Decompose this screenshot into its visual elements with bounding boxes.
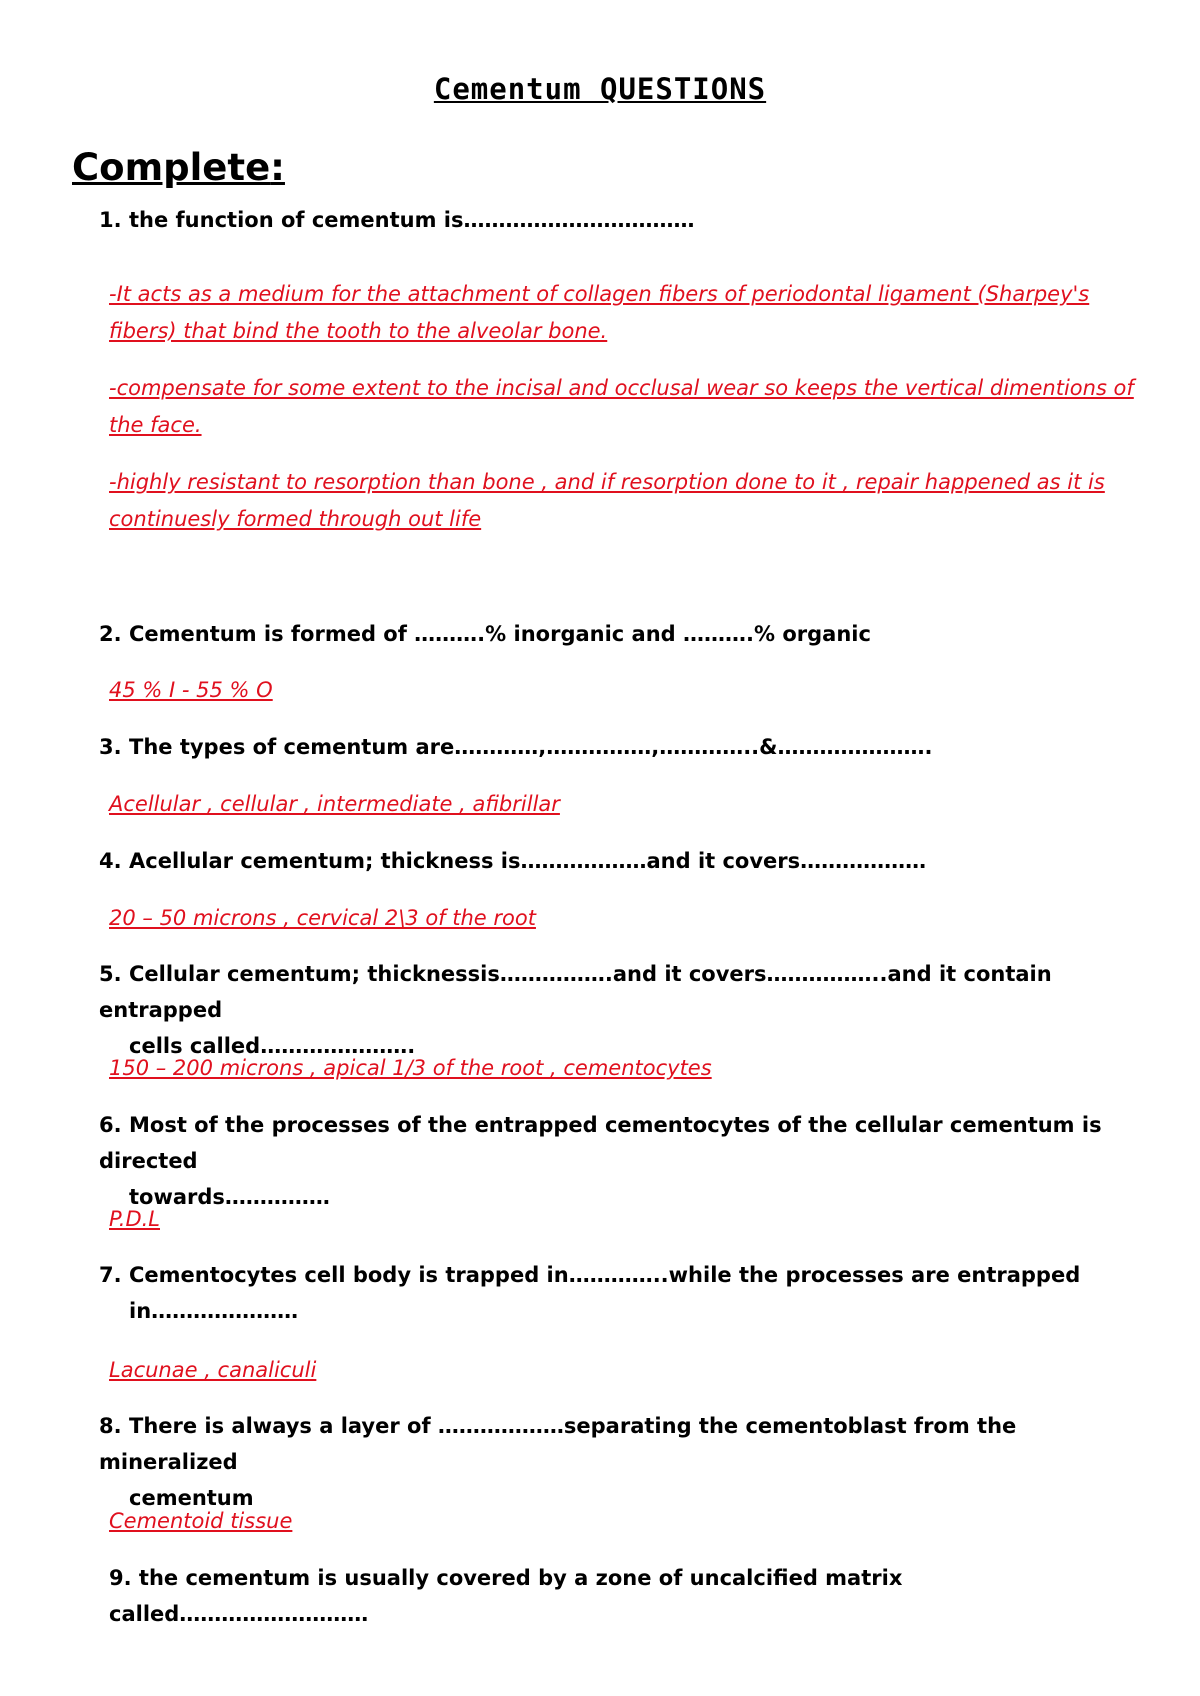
answer-3: Acellular , cellular , intermediate , afibrillar: [109, 792, 560, 816]
section-heading-text: Complete: [72, 146, 271, 189]
answer-2: 45 % I - 55 % O: [109, 678, 273, 702]
question-text-continued: cementum: [129, 1486, 254, 1510]
question-number: 2.: [99, 622, 122, 646]
question-text-continued: cells called………………….: [129, 1034, 416, 1058]
question-1: [99, 202, 1149, 238]
answer-5: 150 – 200 microns , apical 1/3 of the root , cementocytes: [109, 1056, 712, 1080]
question-number: 3.: [99, 735, 122, 759]
question-4: [99, 843, 1149, 879]
question-7: [99, 1257, 1149, 1329]
answer-1a: -It acts as a medium for the attachment of collagen fibers of periodontal ligament (Sharpey's fibers) that bind the tooth to the alveolar bone.: [109, 282, 1090, 343]
question-number: 5.: [99, 962, 122, 986]
question-text: Cementum is formed of ……….% inorganic and ……….% organic: [129, 622, 871, 646]
question-text-continued: in…………………: [129, 1299, 299, 1323]
question-text: the cementum is usually covered by a zone of uncalcified matrix called………………………: [109, 1566, 903, 1626]
question-text: the function of cementum is……………………………: [129, 208, 695, 232]
question-text: Most of the processes of the entrapped cementocytes of the cellular cementum is directed: [99, 1113, 1102, 1173]
answer-1c: -highly resistant to resorption than bone , and if resorption done to it , repair happened as it is continuesly formed through out life: [109, 470, 1105, 531]
question-number: 1.: [99, 208, 122, 232]
answer-8: Cementoid tissue: [109, 1509, 293, 1533]
question-number: 7.: [99, 1263, 122, 1287]
question-text: Cellular cementum; thicknessis…………….and it covers……………..and it contain entrapped: [99, 962, 1052, 1022]
page-title: Cementum QUESTIONS: [433, 72, 767, 106]
question-8: [99, 1408, 1149, 1516]
question-2: [99, 616, 1149, 652]
question-5: [99, 956, 1149, 1064]
answer-7: Lacunae , canaliculi: [109, 1358, 317, 1382]
question-text: Cementocytes cell body is trapped in…………..while the processes are entrapped: [129, 1263, 1081, 1287]
section-heading-colon: :: [270, 146, 285, 189]
question-text: There is always a layer of ………………separating the cementoblast from the mineralized: [99, 1414, 1017, 1474]
answer-1b: -compensate for some extent to the incisal and occlusal wear so keeps the vertical dimentions of the face.: [109, 376, 1134, 437]
answer-4: 20 – 50 microns , cervical 2\3 of the root: [109, 906, 536, 930]
question-text: The types of cementum are…………,……………,…………..&………………….: [129, 735, 933, 759]
question-text: Acellular cementum; thickness is………………and it covers………………: [129, 849, 927, 873]
question-number: 8.: [99, 1414, 122, 1438]
question-6: [99, 1107, 1149, 1215]
question-number: 4.: [99, 849, 122, 873]
question-number: 6.: [99, 1113, 122, 1137]
question-3: [99, 729, 1149, 765]
answer-6: P.D.L: [109, 1207, 160, 1231]
question-text-continued: towards……………: [129, 1185, 330, 1209]
question-9: [109, 1560, 1159, 1632]
section-heading: [72, 146, 285, 189]
question-number: 9.: [109, 1566, 132, 1590]
